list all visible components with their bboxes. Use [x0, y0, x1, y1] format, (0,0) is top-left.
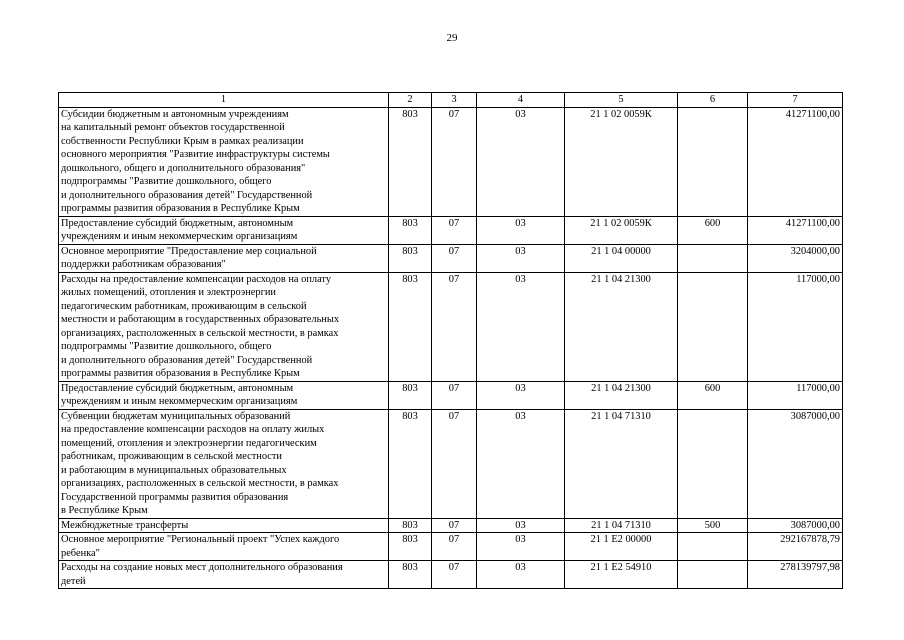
table-row	[59, 381, 843, 409]
row-amount: 117000,00	[748, 272, 843, 381]
row-amount: 292167878,79	[748, 533, 843, 561]
row-code-2: 803	[389, 381, 432, 409]
column-header-4: 4	[477, 93, 565, 108]
row-description: Расходы на предоставление компенсации расходов на оплату жилых помещений, отопления и электроэнергии педагогическим работникам, проживающим в сельской местности и работающим в государственных образовательных организациях, расположенных в сельской местности, в рамках подпрограммы "Развитие дошкольного, общего и дополнительного образования детей" Государственной программы развития образования в Республике Крым	[59, 272, 389, 381]
row-code-2: 803	[389, 107, 432, 216]
header-row	[59, 93, 843, 108]
table-row	[59, 272, 843, 381]
row-code-4: 03	[477, 244, 565, 272]
row-code-3: 07	[432, 107, 477, 216]
row-code-3: 07	[432, 216, 477, 244]
row-code-5: 21 1 02 0059К	[565, 216, 678, 244]
row-code-6	[678, 107, 748, 216]
row-amount: 3087000,00	[748, 518, 843, 533]
row-code-5: 21 1 Е2 54910	[565, 561, 678, 589]
row-code-4: 03	[477, 272, 565, 381]
column-header-6: 6	[678, 93, 748, 108]
row-code-4: 03	[477, 518, 565, 533]
row-amount: 3204000,00	[748, 244, 843, 272]
row-code-3: 07	[432, 272, 477, 381]
row-code-2: 803	[389, 216, 432, 244]
row-code-4: 03	[477, 409, 565, 518]
row-code-5: 21 1 Е2 00000	[565, 533, 678, 561]
row-amount: 117000,00	[748, 381, 843, 409]
row-code-5: 21 1 04 71310	[565, 518, 678, 533]
row-code-4: 03	[477, 216, 565, 244]
row-code-4: 03	[477, 561, 565, 589]
row-code-4: 03	[477, 381, 565, 409]
budget-table	[58, 92, 843, 589]
table-row	[59, 518, 843, 533]
row-code-6: 600	[678, 381, 748, 409]
table-row	[59, 216, 843, 244]
row-code-6: 500	[678, 518, 748, 533]
row-description: Субвенции бюджетам муниципальных образований на предоставление компенсации расходов на оплату жилых помещений, отопления и электроэнергии педагогическим работникам, проживающим в сельской местности и работающим в муниципальных образовательных организациях, расположенных в сельской местности, в рамках Государственной программы развития образования в Республике Крым	[59, 409, 389, 518]
row-description: Субсидии бюджетным и автономным учреждениям на капитальный ремонт объектов государственной собственности Республики Крым в рамках реализации основного мероприятия "Развитие инфраструктуры системы дошкольного, общего и дополнительного образования" подпрограммы "Развитие дошкольного, общего и дополнительного образования детей" Государственной программы развития образования в Республике Крым	[59, 107, 389, 216]
column-header-5: 5	[565, 93, 678, 108]
row-amount: 41271100,00	[748, 216, 843, 244]
column-header-2: 2	[389, 93, 432, 108]
row-code-5: 21 1 04 00000	[565, 244, 678, 272]
table-row	[59, 409, 843, 518]
row-code-3: 07	[432, 518, 477, 533]
row-code-6	[678, 272, 748, 381]
row-description: Основное мероприятие "Региональный проект "Успех каждого ребенка"	[59, 533, 389, 561]
row-description: Расходы на создание новых мест дополнительного образования детей	[59, 561, 389, 589]
row-code-6	[678, 533, 748, 561]
table-row	[59, 107, 843, 216]
row-code-6	[678, 409, 748, 518]
table-row	[59, 244, 843, 272]
row-code-6: 600	[678, 216, 748, 244]
column-header-7: 7	[748, 93, 843, 108]
row-code-3: 07	[432, 244, 477, 272]
row-amount: 3087000,00	[748, 409, 843, 518]
row-description: Основное мероприятие "Предоставление мер социальной поддержки работникам образования"	[59, 244, 389, 272]
row-code-5: 21 1 04 21300	[565, 272, 678, 381]
row-code-5: 21 1 02 0059К	[565, 107, 678, 216]
row-code-2: 803	[389, 533, 432, 561]
column-header-3: 3	[432, 93, 477, 108]
column-header-1: 1	[59, 93, 389, 108]
row-description: Межбюджетные трансферты	[59, 518, 389, 533]
row-code-3: 07	[432, 409, 477, 518]
row-amount: 278139797,98	[748, 561, 843, 589]
row-code-2: 803	[389, 518, 432, 533]
table-row	[59, 533, 843, 561]
row-description: Предоставление субсидий бюджетным, автономным учреждениям и иным некоммерческим организациям	[59, 216, 389, 244]
row-description: Предоставление субсидий бюджетным, автономным учреждениям и иным некоммерческим организациям	[59, 381, 389, 409]
row-code-6	[678, 244, 748, 272]
row-code-2: 803	[389, 272, 432, 381]
row-code-4: 03	[477, 107, 565, 216]
row-code-3: 07	[432, 561, 477, 589]
row-code-5: 21 1 04 21300	[565, 381, 678, 409]
row-code-2: 803	[389, 244, 432, 272]
row-code-3: 07	[432, 381, 477, 409]
row-code-2: 803	[389, 409, 432, 518]
row-amount: 41271100,00	[748, 107, 843, 216]
row-code-3: 07	[432, 533, 477, 561]
row-code-2: 803	[389, 561, 432, 589]
page-number: 29	[446, 32, 458, 44]
row-code-4: 03	[477, 533, 565, 561]
row-code-6	[678, 561, 748, 589]
table-row	[59, 561, 843, 589]
row-code-5: 21 1 04 71310	[565, 409, 678, 518]
